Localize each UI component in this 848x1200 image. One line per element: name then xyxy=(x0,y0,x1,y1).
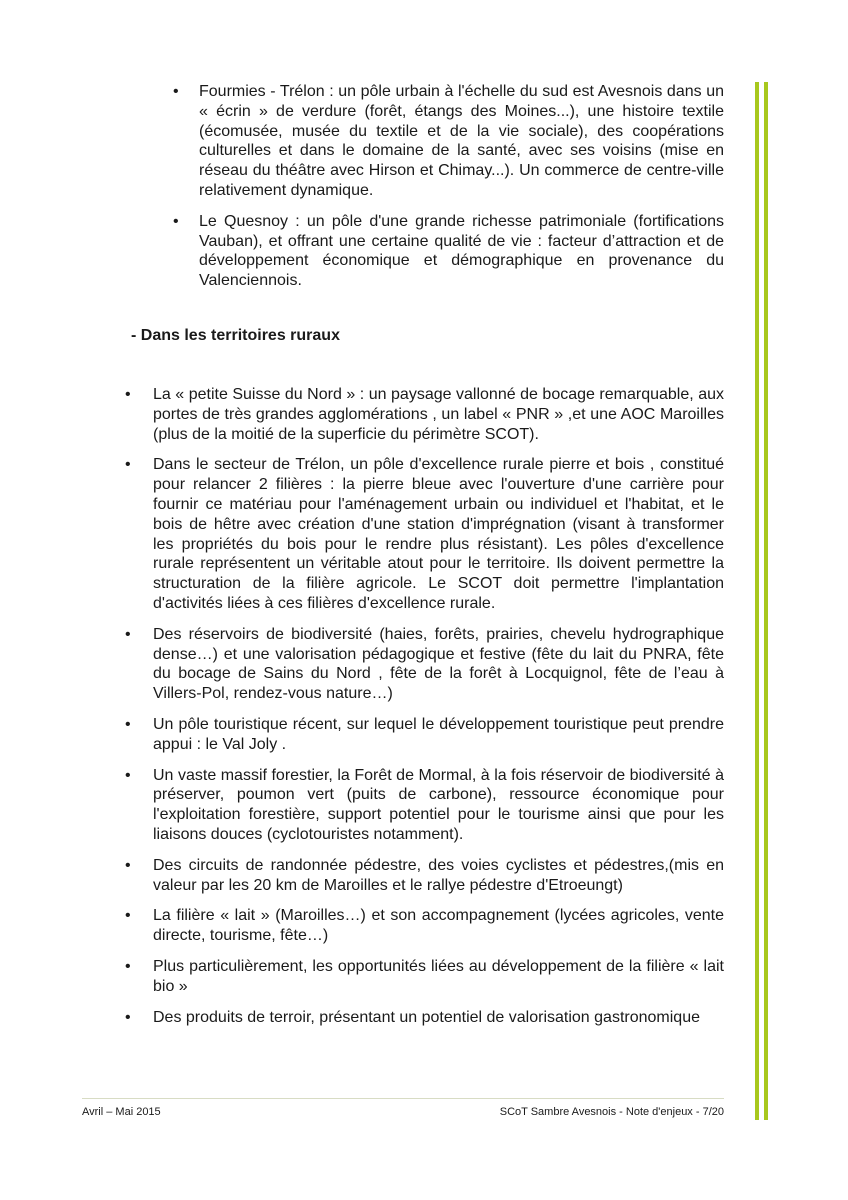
bullet-icon: • xyxy=(173,212,179,230)
list-item-text: Des produits de terroir, présentant un potentiel de valorisation gastronomique xyxy=(153,1008,700,1026)
list-item xyxy=(124,766,724,845)
bullet-icon: • xyxy=(125,456,131,474)
footer-page-info: SCoT Sambre Avesnois - Note d'enjeux - 7/20 xyxy=(499,1106,724,1118)
list-item-text: Dans le secteur de Trélon, un pôle d'excellence rurale pierre et bois , constitué pour relancer 2 filières : la pierre bleue avec l'ouverture d'une carrière pour fournir ce matériau pour l'aménagement urbain ou individuel et l'habitat, et le bois de hêtre avec création d'une station d'imprégnation (visant à transformer les propriétés du bois pour le rendre plus résistant). Les pôles d'excellence rurale représentent un véritable atout pour le territoire. Ils doivent permettre la structuration de la filière agricole. Le SCOT doit permettre l'implantation d'activités liées à ces filières d'excellence rurale. xyxy=(153,456,724,612)
bullet-icon: • xyxy=(125,766,131,784)
list-item-text: Le Quesnoy : un pôle d'une grande richesse patrimoniale (fortifications Vauban), et offrant une certaine qualité de vie : facteur d’attraction et de développement économique et démographique en provenance du Valenciennois. xyxy=(199,212,724,290)
list-item-text: Un vaste massif forestier, la Forêt de Mormal, à la fois réservoir de biodiversité à préserver, poumon vert (puits de carbone), ressource économique pour l'exploitation forestière, support potentiel pour le tourisme ainsi que pour les liaisons douces (cyclotouristes notamment). xyxy=(153,766,724,843)
list-item xyxy=(124,455,724,613)
list-item xyxy=(124,957,724,997)
section-heading: - Dans les territoires ruraux xyxy=(131,327,340,344)
list-item xyxy=(124,1008,724,1028)
footer-date: Avril – Mai 2015 xyxy=(82,1106,161,1118)
bullet-icon: • xyxy=(125,1008,131,1026)
list-item xyxy=(124,856,724,896)
list-item-text: La filière « lait » (Maroilles…) et son accompagnement (lycées agricoles, vente directe, tourisme, fête…) xyxy=(153,907,724,945)
list-item-text: Un pôle touristique récent, sur lequel le développement touristique peut prendre appui : le Val Joly . xyxy=(153,715,724,753)
footer-divider xyxy=(82,1098,724,1099)
list-item xyxy=(124,906,724,946)
list-item xyxy=(124,625,724,704)
list-item xyxy=(124,385,724,444)
bullet-icon: • xyxy=(125,625,131,643)
bullet-icon: • xyxy=(173,83,179,100)
bullet-icon: • xyxy=(125,856,131,874)
list-item xyxy=(172,212,724,291)
list-item-text: La « petite Suisse du Nord » : un paysage vallonné de bocage remarquable, aux portes de très grandes agglomérations , un label « PNR » ,et une AOC Maroilles (plus de la moitié de la superficie du périmètre SCOT). xyxy=(153,386,724,443)
bullet-icon: • xyxy=(125,907,131,925)
bullet-icon: • xyxy=(125,715,131,733)
list-item-text: Plus particulièrement, les opportunités liées au développement de la filière « lait bio » xyxy=(153,957,724,995)
side-bar-outer xyxy=(764,82,768,1120)
bullet-icon: • xyxy=(125,386,131,403)
list-item xyxy=(124,715,724,755)
list-item-text: Fourmies - Trélon : un pôle urbain à l'échelle du sud est Avesnois dans un « écrin » de verdure (forêt, étangs des Moines...), une histoire textile (écomusée, musée du textile et de la vie sociale), des coopérations culturelles et dans le domaine de la santé, avec ses voisins (mise en réseau du théâtre avec Hirson et Chimay...). Un commerce de centre-ville relativement dynamique. xyxy=(199,83,724,199)
list-item xyxy=(172,82,724,201)
urban-poles-list xyxy=(172,82,724,302)
list-item-text: Des réservoirs de biodiversité (haies, forêts, prairies, chevelu hydrographique dense…) et une valorisation pédagogique et festive (fête du lait du PNRA, fête du bocage de Sains du Nord , fête de la forêt à Locquignol, fête de l’eau à Villers-Pol, rendez-vous nature…) xyxy=(153,625,724,703)
bullet-icon: • xyxy=(125,957,131,975)
side-bar-inner xyxy=(755,82,759,1120)
rural-territories-list xyxy=(124,385,724,1038)
list-item-text: Des circuits de randonnée pédestre, des voies cyclistes et pédestres,(mis en valeur par les 20 km de Maroilles et le rallye pédestre d'Etroeungt) xyxy=(153,856,724,894)
